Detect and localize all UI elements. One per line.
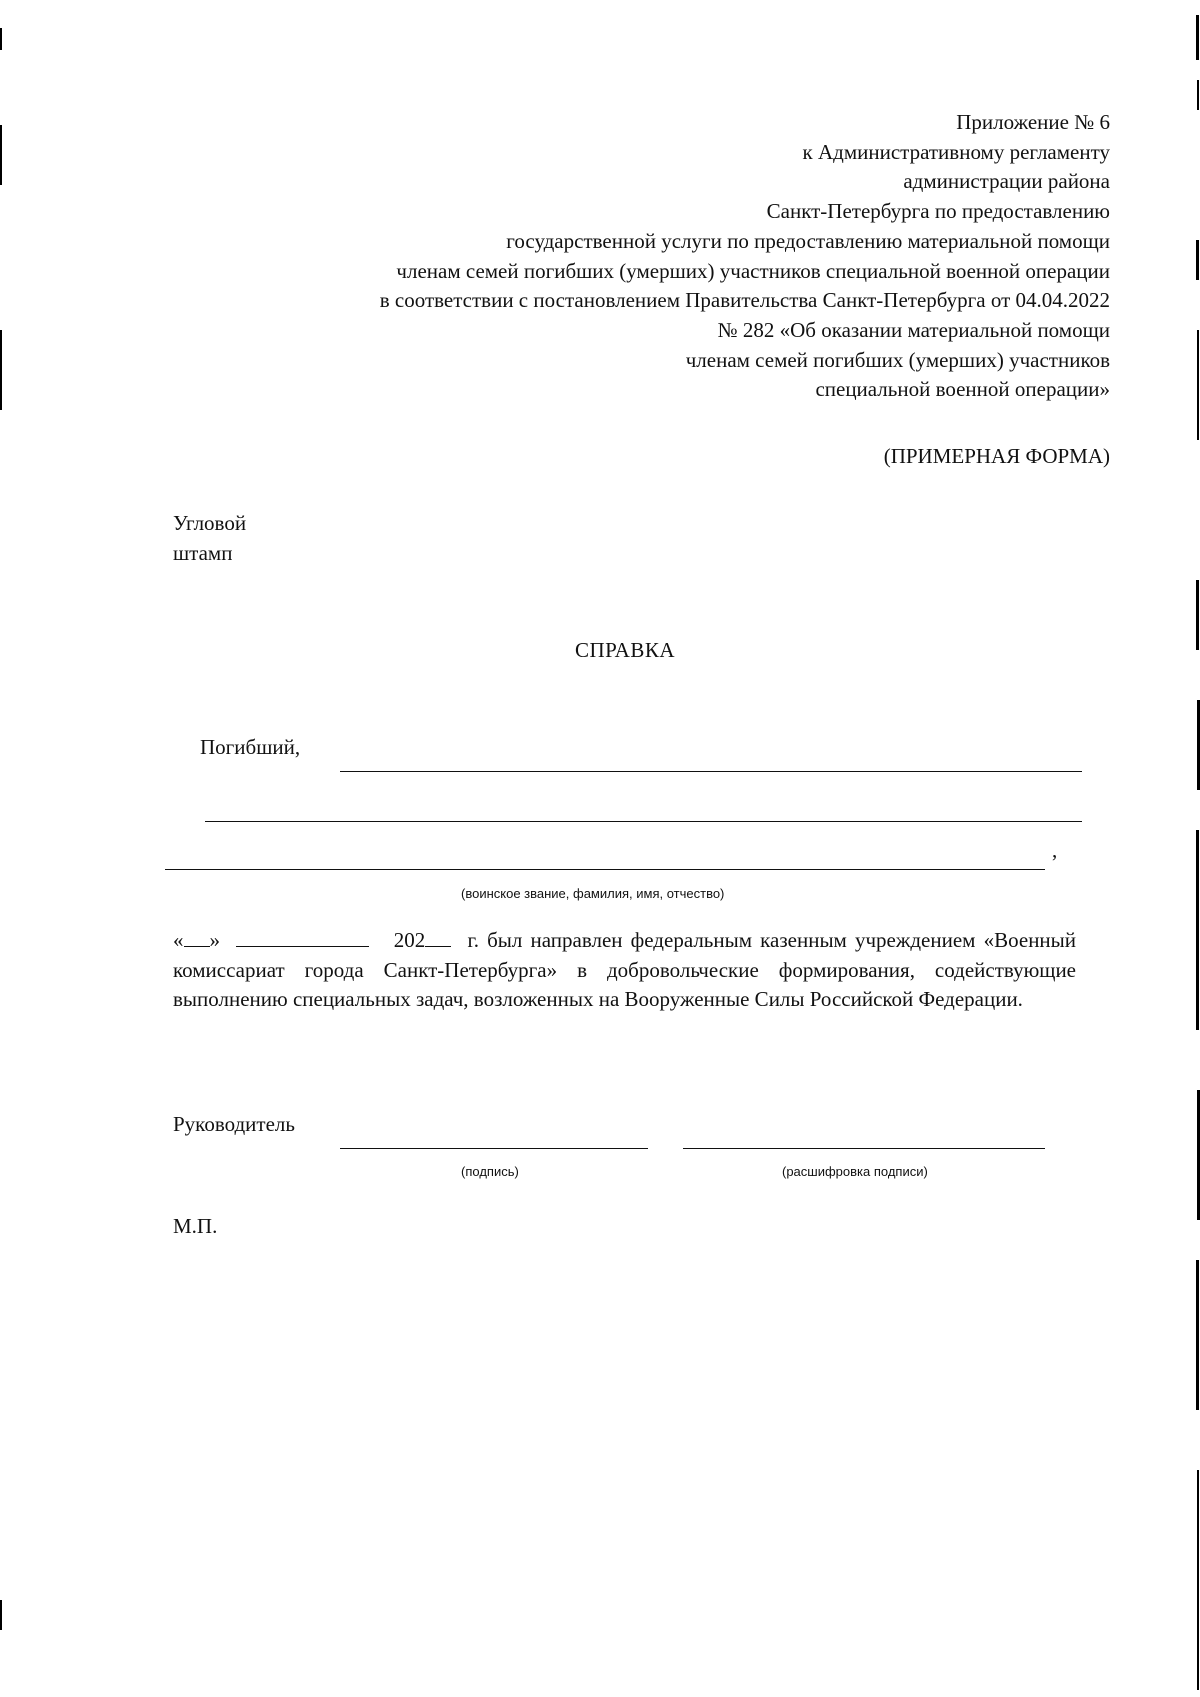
seal-label: М.П. [173, 1214, 218, 1238]
day-field[interactable] [184, 928, 210, 947]
scan-edge-mark [0, 125, 2, 185]
stamp-line: Угловой [173, 511, 247, 535]
scan-edge-mark [1197, 330, 1199, 440]
quote-open: « [173, 928, 184, 952]
field-comma: , [1052, 838, 1058, 862]
appendix-line: государственной услуги по предоставлению материальной помощи [506, 228, 1110, 253]
year-prefix: 202 [393, 928, 426, 952]
scan-edge-mark [0, 1600, 2, 1630]
body-text-rest: «Военный комиссариат города Санкт-Петербурга» в добровольческие формирования, содействующие выполнению специальных задач, возложенных на Вооруженные Силы Российской Федерации. [173, 928, 1077, 1011]
appendix-line: № 282 «Об оказании материальной помощи [717, 317, 1110, 342]
appendix-line: членам семей погибших (умерших) участников [685, 347, 1110, 372]
signature-decode-field[interactable] [683, 1148, 1045, 1149]
appendix-line: членам семей погибших (умерших) участников специальной военной операции [396, 258, 1110, 283]
scan-edge-mark [1196, 830, 1199, 1030]
scan-edge-mark [1197, 1470, 1199, 1690]
deceased-name-field-2[interactable] [205, 821, 1082, 822]
scan-edge-mark [0, 330, 2, 410]
deceased-label: Погибший, [200, 735, 301, 759]
appendix-line: специальной военной операции» [815, 377, 1110, 402]
scan-edge-mark [1196, 1260, 1199, 1410]
head-label: Руководитель [173, 1112, 295, 1136]
body-paragraph [173, 926, 1076, 1015]
appendix-header [210, 108, 1110, 405]
document-title: СПРАВКА [574, 638, 675, 662]
appendix-line: в соответствии с постановлением Правительства Санкт-Петербурга от 04.04.2022 [379, 288, 1110, 313]
scan-edge-mark [1196, 240, 1199, 280]
body-text-line1: г. был направлен федеральным казенным учреждением [467, 928, 976, 952]
appendix-line: к Административному регламенту [802, 139, 1110, 164]
deceased-name-field[interactable] [340, 771, 1082, 772]
scan-edge-mark [1196, 15, 1199, 60]
scan-edge-mark [0, 28, 2, 50]
signature-field[interactable] [340, 1148, 648, 1149]
form-kind-label: (ПРИМЕРНАЯ ФОРМА) [883, 444, 1110, 468]
appendix-line: администрации района [903, 169, 1110, 194]
scan-edge-mark [1197, 80, 1199, 110]
corner-stamp-label [173, 508, 246, 568]
appendix-line: Санкт-Петербурга по предоставлению [766, 199, 1110, 224]
deceased-field-hint: (воинское звание, фамилия, имя, отчество) [461, 886, 725, 901]
quote-close: » [209, 928, 220, 952]
year-field[interactable] [425, 928, 451, 947]
deceased-name-field-3[interactable] [165, 869, 1045, 870]
signature-decode-hint: (расшифровка подписи) [782, 1164, 928, 1179]
month-field[interactable] [236, 928, 369, 947]
appendix-line: Приложение № 6 [956, 110, 1110, 134]
stamp-line: штамп [173, 541, 233, 565]
signature-hint: (подпись) [461, 1164, 519, 1179]
